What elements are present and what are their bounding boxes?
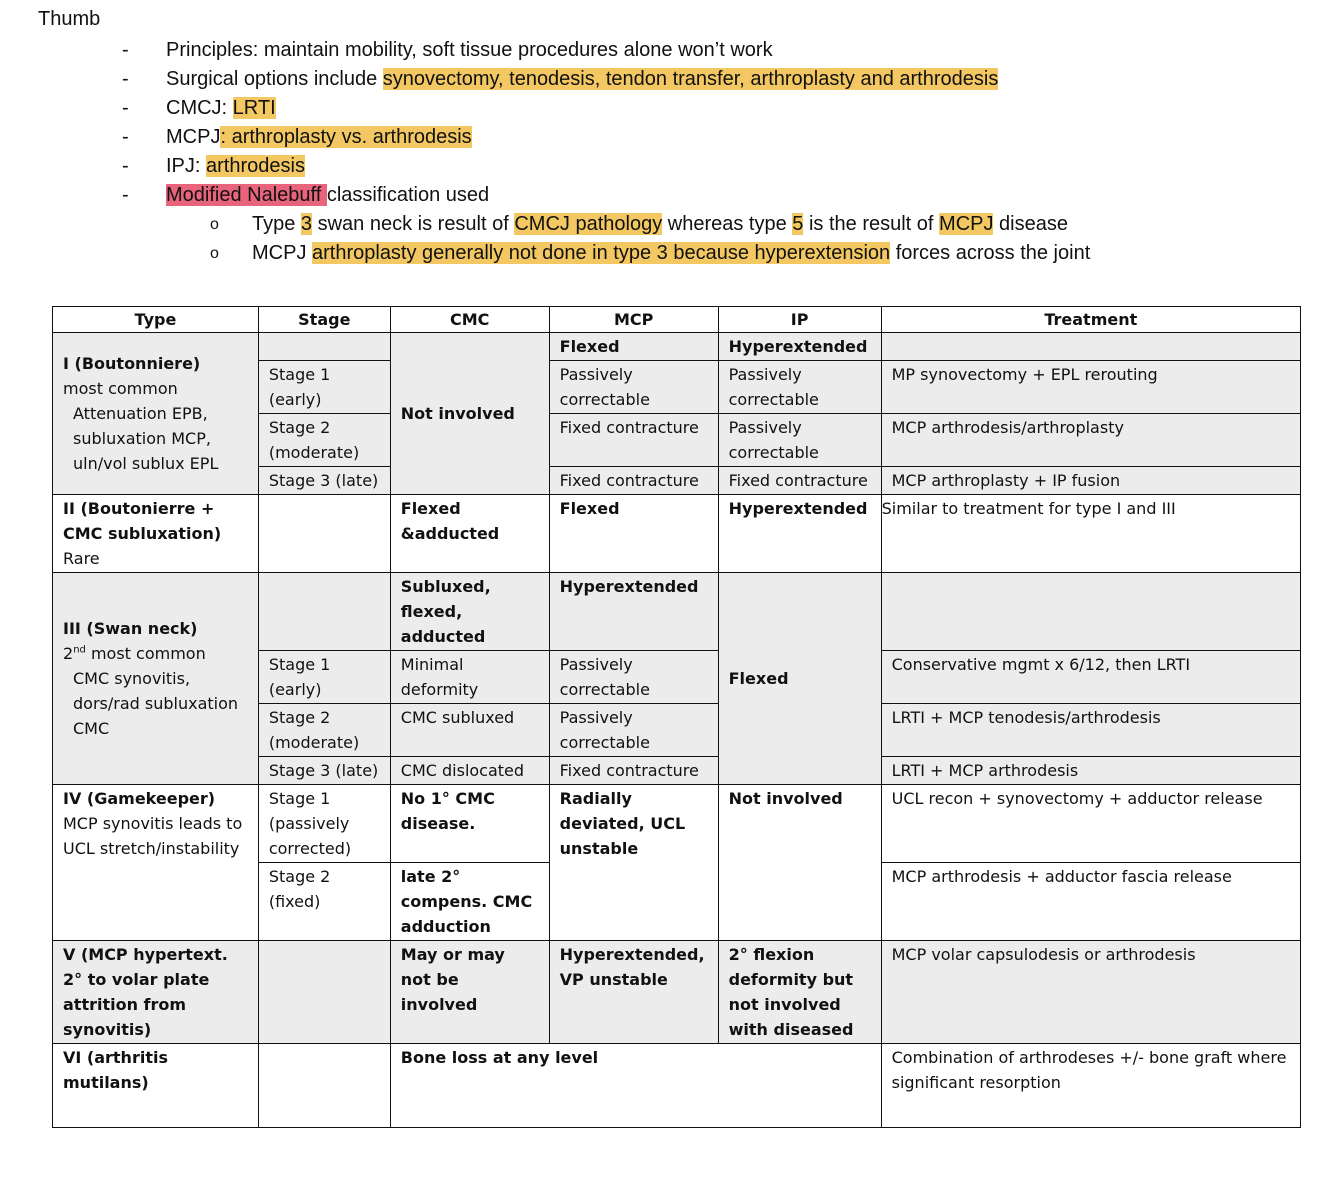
header-type: Type [53, 307, 259, 333]
ip-cell: Fixed contracture [718, 467, 881, 495]
cmc-cell: Subluxed, flexed, adducted [390, 573, 549, 651]
bullet-surgical-options: - Surgical options include synovectomy, tenodesis, tendon transfer, arthroplasty and arthrodesis [122, 68, 999, 90]
type-cell [53, 573, 259, 785]
stage-cell: Stage 2 (fixed) [258, 863, 390, 941]
mcp-cell: Passively correctable [549, 704, 718, 757]
ip-cell: Hyperextended [718, 495, 881, 573]
type-sub: 2nd most common [63, 644, 206, 663]
mcp-cell: Passively correctable [549, 361, 718, 414]
type-title: II (Boutonierre + CMC subluxation) [63, 499, 222, 543]
treatment-cell: MCP arthrodesis + adductor fascia release [881, 863, 1300, 941]
stage-cell [258, 1044, 390, 1128]
stage-cell [258, 495, 390, 573]
stage-cell: Stage 2 (moderate) [258, 704, 390, 757]
ip-cell: 2° flexion deformity but not involved with diseased [718, 941, 881, 1044]
cmc-cell: May or may not be involved [390, 941, 549, 1044]
stage-cell: Stage 3 (late) [258, 467, 390, 495]
cmc-cell: No 1° CMC disease. [390, 785, 549, 863]
treatment-cell: Combination of arthrodeses +/- bone graft where significant resorption [881, 1044, 1300, 1128]
table-row [53, 1044, 1301, 1128]
cmc-cell: Not involved [390, 333, 549, 495]
type-title: I (Boutonniere) [63, 354, 201, 373]
treatment-cell: MP synovectomy + EPL rerouting [881, 361, 1300, 414]
type-desc: CMC synovitis, dors/rad subluxation CMC [73, 669, 239, 738]
ip-cell: Not involved [718, 785, 881, 941]
type-cell: VI (arthritis mutilans) [53, 1044, 259, 1128]
header-mcp: MCP [549, 307, 718, 333]
type-sub: most common [63, 379, 178, 398]
table-row [53, 333, 1301, 361]
cmc-cell: Flexed &adducted [390, 495, 549, 573]
stage-cell [258, 941, 390, 1044]
mcp-cell: Flexed [549, 495, 718, 573]
ip-cell: Passively correctable [718, 414, 881, 467]
bullet-ipj: - IPJ: arthrodesis [122, 155, 305, 177]
page-title: Thumb [38, 8, 101, 30]
treatment-cell [881, 333, 1300, 361]
mcp-cell: Fixed contracture [549, 414, 718, 467]
stage-cell: Stage 1 (early) [258, 651, 390, 704]
table-row [53, 495, 1301, 573]
stage-cell [258, 573, 390, 651]
mcp-cell: Flexed [549, 333, 718, 361]
mcp-cell: Hyperextended, VP unstable [549, 941, 718, 1044]
type-cell: V (MCP hypertext. 2° to volar plate attrition from synovitis) [53, 941, 259, 1044]
bullet-principles: - Principles: maintain mobility, soft tissue procedures alone won’t work [122, 39, 773, 61]
ip-cell: Flexed [718, 573, 881, 785]
treatment-cell: UCL recon + synovectomy + adductor release [881, 785, 1300, 863]
type-title: IV (Gamekeeper) [63, 789, 216, 808]
treatment-cell [881, 573, 1300, 651]
header-stage: Stage [258, 307, 390, 333]
type-desc: Attenuation EPB, subluxation MCP, uln/vol sublux EPL [73, 404, 219, 473]
type-title: III (Swan neck) [63, 619, 198, 638]
treatment-cell: LRTI + MCP tenodesis/arthrodesis [881, 704, 1300, 757]
table-row [53, 941, 1301, 1044]
type-desc: MCP synovitis leads to UCL stretch/instability [63, 814, 243, 858]
cmc-cell: CMC subluxed [390, 704, 549, 757]
treatment-cell: Similar to treatment for type I and III [881, 495, 1300, 573]
sub-bullet-mcpj-arthroplasty: o MCPJ arthroplasty generally not done in type 3 because hyperextension forces across the joint [210, 242, 1091, 264]
sub-bullet-type3-5: o Type 3 swan neck is result of CMCJ pathology whereas type 5 is the result of MCPJ disease [210, 213, 1068, 235]
type-cell [53, 333, 259, 495]
stage-cell: Stage 1 (passively corrected) [258, 785, 390, 863]
bullet-cmcj: - CMCJ: LRTI [122, 97, 276, 119]
table-row [53, 573, 1301, 651]
stage-cell: Stage 3 (late) [258, 757, 390, 785]
nalebuff-classification-table [52, 306, 1301, 1128]
treatment-cell: MCP arthrodesis/arthroplasty [881, 414, 1300, 467]
type-sub: Rare [63, 549, 100, 568]
header-cmc: CMC [390, 307, 549, 333]
treatment-cell: LRTI + MCP arthrodesis [881, 757, 1300, 785]
table-header-row [53, 307, 1301, 333]
treatment-cell: MCP arthroplasty + IP fusion [881, 467, 1300, 495]
type-cell [53, 495, 259, 573]
cmc-mcp-ip-cell: Bone loss at any level [390, 1044, 881, 1128]
type-cell [53, 785, 259, 941]
stage-cell: Stage 1 (early) [258, 361, 390, 414]
mcp-cell: Radially deviated, UCL unstable [549, 785, 718, 941]
header-ip: IP [718, 307, 881, 333]
mcp-cell: Hyperextended [549, 573, 718, 651]
header-treatment: Treatment [881, 307, 1300, 333]
table-row [53, 785, 1301, 863]
mcp-cell: Fixed contracture [549, 467, 718, 495]
bullet-mcpj: - MCPJ: arthroplasty vs. arthrodesis [122, 126, 472, 148]
ip-cell: Hyperextended [718, 333, 881, 361]
stage-cell [258, 333, 390, 361]
mcp-cell: Passively correctable [549, 651, 718, 704]
cmc-cell: late 2° compens. CMC adduction [390, 863, 549, 941]
cmc-cell: Minimal deformity [390, 651, 549, 704]
mcp-cell: Fixed contracture [549, 757, 718, 785]
cmc-cell: CMC dislocated [390, 757, 549, 785]
treatment-cell: Conservative mgmt x 6/12, then LRTI [881, 651, 1300, 704]
treatment-cell: MCP volar capsulodesis or arthrodesis [881, 941, 1300, 1044]
stage-cell: Stage 2 (moderate) [258, 414, 390, 467]
bullet-nalebuff: - Modified Nalebuff classification used [122, 184, 490, 206]
ip-cell: Passively correctable [718, 361, 881, 414]
